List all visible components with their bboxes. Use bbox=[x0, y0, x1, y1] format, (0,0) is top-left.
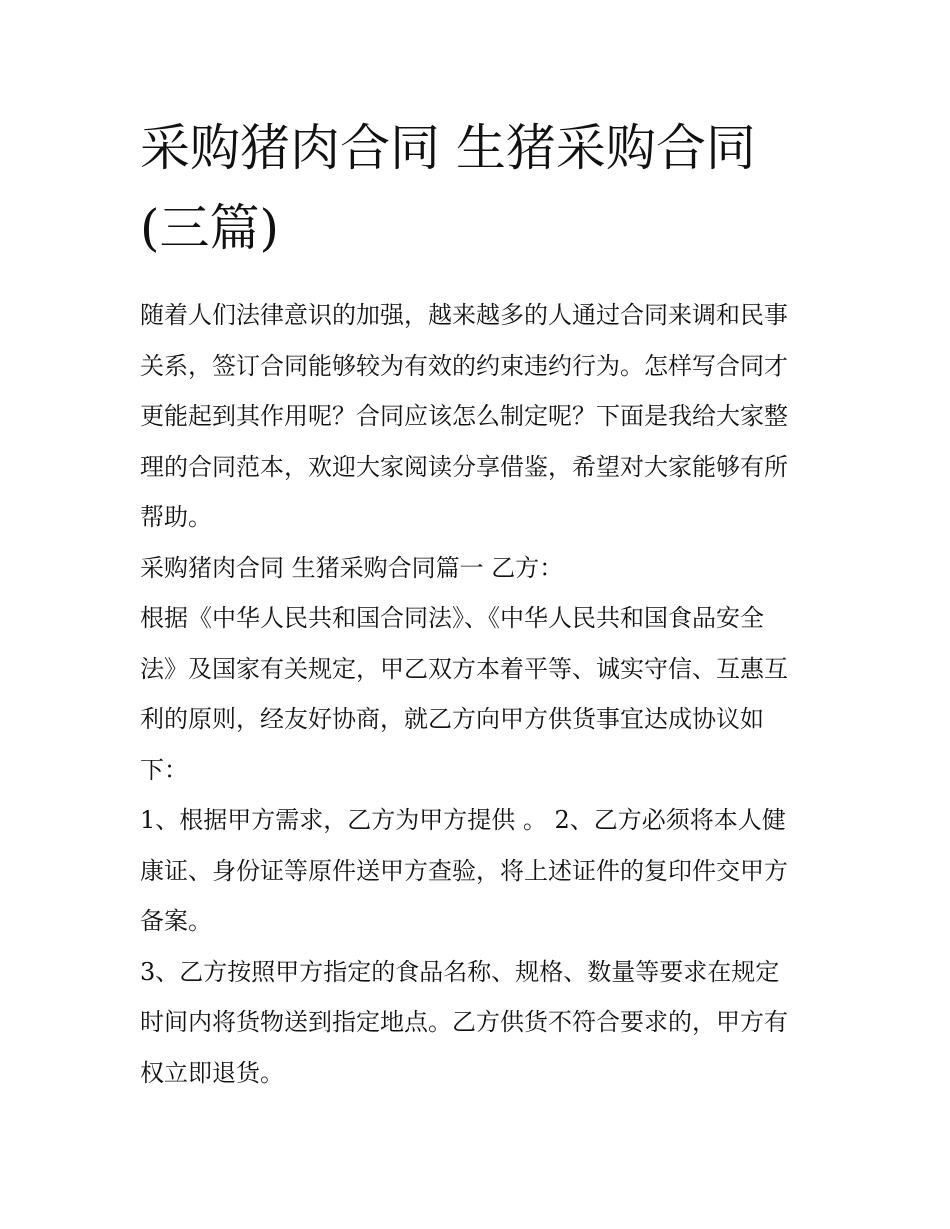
text-line: 帮助。 bbox=[140, 503, 212, 531]
document-title bbox=[140, 108, 820, 268]
intro-paragraph bbox=[140, 290, 820, 543]
text-line: 1、根据甲方需求，乙方为甲方提供 。 2、乙方必须将本人健 bbox=[140, 806, 786, 834]
text-line: 备案。 bbox=[140, 907, 212, 935]
title-line: (三篇) bbox=[140, 199, 280, 257]
text-line: 法》及国家有关规定，甲乙双方本着平等、诚实守信、互惠互 bbox=[140, 654, 788, 683]
text-line: 利的原则，经友好协商，就乙方向甲方供货事宜达成协议如 bbox=[140, 705, 764, 733]
text-line: 随着人们法律意识的加强，越来越多的人通过合同来调和民事 bbox=[140, 301, 788, 329]
text-line: 时间内将货物送到指定地点。乙方供货不符合要求的，甲方有 bbox=[140, 1008, 788, 1036]
text-line: 理的合同范本，欢迎大家阅读分享借鉴，希望对大家能够有所 bbox=[140, 452, 788, 481]
text-line: 采购猪肉合同 生猪采购合同篇一 乙方： bbox=[140, 553, 564, 582]
title-line: 采购猪肉合同 生猪采购合同 bbox=[140, 119, 756, 177]
document-page bbox=[140, 108, 820, 1098]
text-line: 更能起到其作用呢？合同应该怎么制定呢？下面是我给大家整 bbox=[140, 402, 788, 430]
clause-3 bbox=[140, 947, 820, 1099]
text-line: 根据《中华人民共和国合同法》、《中华人民共和国食品安全 bbox=[140, 604, 764, 632]
text-line: 下： bbox=[140, 755, 188, 784]
text-line: 3、乙方按照甲方指定的食品名称、规格、数量等要求在规定 bbox=[140, 957, 780, 986]
clause-1-2 bbox=[140, 795, 820, 947]
text-line: 康证、身份证等原件送甲方查验，将上述证件的复印件交甲方 bbox=[140, 856, 788, 885]
text-line: 关系，签订合同能够较为有效的约束违约行为。怎样写合同才 bbox=[140, 351, 788, 380]
preamble-paragraph bbox=[140, 593, 820, 795]
text-line: 权立即退货。 bbox=[140, 1058, 284, 1087]
section-heading bbox=[140, 543, 820, 594]
